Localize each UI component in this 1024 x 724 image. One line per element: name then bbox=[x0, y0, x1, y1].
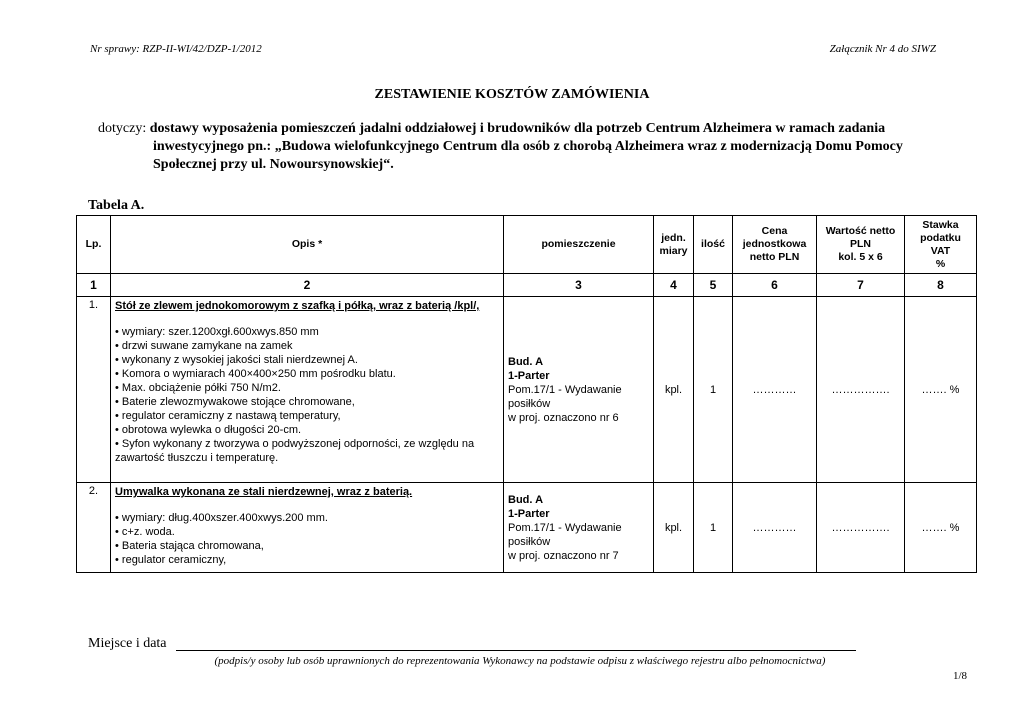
row-unit: kpl. bbox=[654, 297, 694, 483]
row-unit-price[interactable]: ………… bbox=[733, 483, 817, 573]
header-wartosc-line-3: kol. 5 x 6 bbox=[838, 251, 883, 263]
header-wartosc-line-1: Wartość netto bbox=[825, 225, 896, 237]
row-room bbox=[504, 297, 654, 483]
col-number: 4 bbox=[654, 274, 694, 297]
header-wartosc bbox=[817, 216, 905, 274]
col-number: 3 bbox=[504, 274, 654, 297]
spec-bullet: • wymiary: szer.1200xgł.600xwys.850 mm bbox=[115, 326, 319, 338]
signature-line[interactable] bbox=[176, 650, 856, 651]
col-number: 5 bbox=[694, 274, 733, 297]
col-number: 7 bbox=[817, 274, 905, 297]
page-number: 1/8 bbox=[952, 670, 967, 682]
row-room bbox=[504, 483, 654, 573]
header-vat-line-4: % bbox=[935, 257, 946, 270]
row-description bbox=[111, 297, 504, 483]
row-net-value[interactable]: ……………. bbox=[817, 483, 905, 573]
item-title: Umywalka wykonana ze stali nierdzewnej, wraz z baterią. bbox=[115, 486, 413, 498]
row-lp: 1. bbox=[77, 297, 111, 483]
table-row bbox=[77, 297, 977, 483]
spec-bullet: • Syfon wykonany z tworzywa o podwyższonej odporności, ze względu na zawartość tłuszczu i temperaturę. bbox=[115, 438, 475, 464]
room-floor: 1-Parter bbox=[508, 369, 550, 382]
table-row bbox=[77, 483, 977, 573]
header-row bbox=[77, 216, 977, 274]
spec-bullet: • Bateria stająca chromowana, bbox=[115, 540, 264, 552]
col-number: 1 bbox=[77, 274, 111, 297]
place-date-label: Miejsce i data bbox=[88, 636, 167, 651]
row-net-value[interactable]: ……………. bbox=[817, 297, 905, 483]
row-unit: kpl. bbox=[654, 483, 694, 573]
col-number: 8 bbox=[905, 274, 977, 297]
row-description bbox=[111, 483, 504, 573]
row-qty: 1 bbox=[694, 297, 733, 483]
header-opis: Opis * bbox=[111, 216, 504, 274]
header-cena-line-3: netto PLN bbox=[749, 251, 800, 263]
spec-bullet: • c+z. woda. bbox=[115, 526, 175, 538]
room-building: Bud. A bbox=[508, 355, 544, 368]
attachment-label: Załącznik Nr 4 do SIWZ bbox=[829, 43, 936, 55]
spec-bullet: • Max. obciążenie półki 750 N/m2. bbox=[115, 382, 281, 394]
document-title: ZESTAWIENIE KOSZTÓW ZAMÓWIENIA bbox=[374, 87, 650, 102]
header-jedn-miary bbox=[654, 216, 694, 274]
header-vat bbox=[905, 216, 977, 274]
subject-line-1: dostawy wyposażenia pomieszczeń jadalni oddziałowej i brudowników dla potrzeb Centrum Alzheimera w ramach zadania bbox=[149, 121, 886, 136]
table-label: Tabela A. bbox=[88, 198, 145, 213]
room-floor: 1-Parter bbox=[508, 507, 550, 520]
row-vat-rate[interactable]: ……. % bbox=[905, 297, 977, 483]
room-name: Pom.17/1 - Wydawanie posiłków bbox=[508, 383, 622, 410]
header-wartosc-line-2: PLN bbox=[850, 238, 871, 250]
header-jedn-line-1: jedn. bbox=[661, 231, 686, 244]
header-vat-line-1: Stawka bbox=[922, 218, 959, 231]
spec-bullet: • wykonany z wysokiej jakości stali nierdzewnej A. bbox=[115, 354, 358, 366]
header-jedn-line-2: miary bbox=[659, 244, 688, 257]
subject-line-3: Społecznej przy ul. Nowoursynowskiej“. bbox=[153, 157, 394, 172]
header-lp: Lp. bbox=[77, 216, 111, 274]
subject-line-2: inwestycyjnego pn.: „Budowa wielofunkcyjnego Centrum dla osób z chorobą Alzheimera wraz z modernizacją Domu Pomocy bbox=[153, 139, 903, 154]
header-vat-line-3: VAT bbox=[930, 244, 951, 257]
header-vat-line-2: podatku bbox=[920, 231, 961, 244]
spec-bullet: • wymiary: dług.400xszer.400xwys.200 mm. bbox=[115, 512, 328, 524]
row-lp: 2. bbox=[77, 483, 111, 573]
case-number: Nr sprawy: RZP-II-WI/42/DZP-1/2012 bbox=[90, 43, 262, 55]
cost-table bbox=[76, 215, 977, 573]
subject-lead: dotyczy: bbox=[98, 121, 147, 136]
row-vat-rate[interactable]: ……. % bbox=[905, 483, 977, 573]
room-note: w proj. oznaczono nr 7 bbox=[508, 549, 619, 562]
column-number-row bbox=[77, 274, 977, 297]
subject-paragraph bbox=[98, 120, 968, 174]
header-ilosc: ilość bbox=[694, 216, 733, 274]
header-cena bbox=[733, 216, 817, 274]
spec-bullet: • obrotowa wylewka o długości 20-cm. bbox=[115, 424, 302, 436]
header-cena-line-1: Cena bbox=[761, 225, 788, 237]
room-name: Pom.17/1 - Wydawanie posiłków bbox=[508, 521, 622, 548]
spec-bullet: • regulator ceramiczny, bbox=[115, 554, 227, 566]
row-qty: 1 bbox=[694, 483, 733, 573]
col-number: 6 bbox=[733, 274, 817, 297]
col-number: 2 bbox=[111, 274, 504, 297]
header-cena-line-2: jednostkowa bbox=[742, 238, 807, 250]
row-unit-price[interactable]: ………… bbox=[733, 297, 817, 483]
item-title: Stół ze zlewem jednokomorowym z szafką i półką, wraz z baterią /kpl/, bbox=[115, 300, 480, 312]
spec-bullet: • drzwi suwane zamykane na zamek bbox=[115, 340, 293, 352]
header-pomieszczenie: pomieszczenie bbox=[504, 216, 654, 274]
signature-caption: (podpis/y osoby lub osób uprawnionych do reprezentowania Wykonawcy na podstawie odpisu z właściwego rejestru albo pełnomocnictwa) bbox=[214, 655, 826, 667]
spec-bullet: • regulator ceramiczny z nastawą temperatury, bbox=[115, 410, 341, 422]
spec-bullet: • Baterie zlewozmywakowe stojące chromowane, bbox=[115, 396, 355, 408]
spec-bullet: • Komora o wymiarach 400×400×250 mm pośrodku blatu. bbox=[115, 368, 396, 380]
room-building: Bud. A bbox=[508, 493, 544, 506]
room-note: w proj. oznaczono nr 6 bbox=[508, 411, 619, 424]
